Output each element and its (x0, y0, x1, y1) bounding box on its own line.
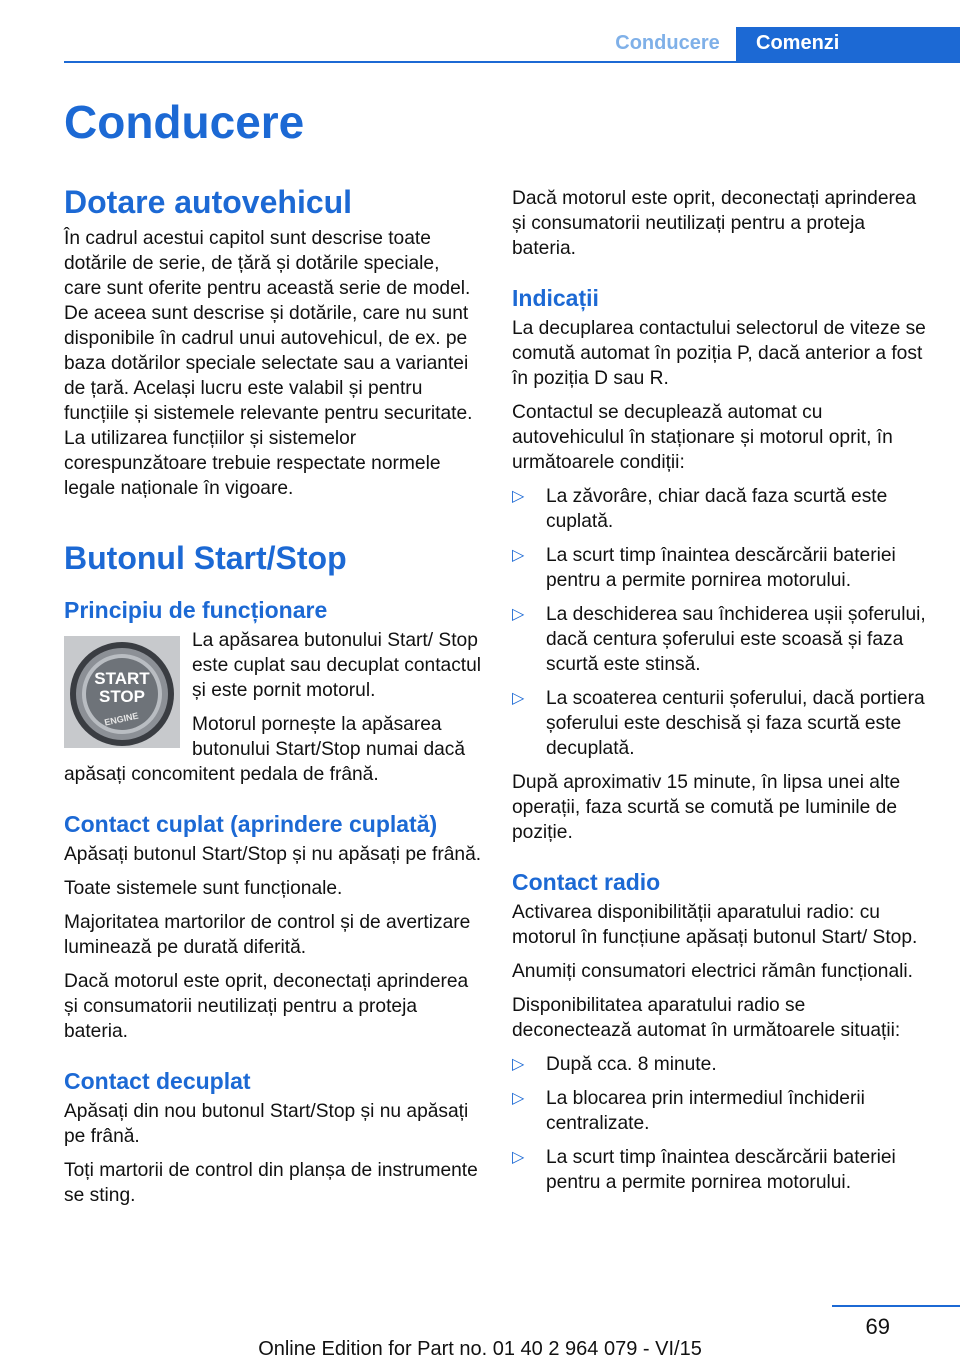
paragraph: Toate sistemele sunt funcționale. (64, 878, 343, 899)
list-item: ▷ La scurt timp înaintea descărcării bateriei pentru a permite pornirea motorului. (512, 1147, 896, 1193)
list-item: ▷ La scurt timp înaintea descărcării bateriei pentru a permite pornirea motorului. (512, 545, 896, 591)
paragraph: Dacă motorul este oprit, deconectați aprinderea și consumatorii neutilizați pentru a proteja bateria. (64, 971, 469, 1042)
paragraph: Anumiți consumatori electrici rămân funcționali. (512, 961, 913, 982)
button-text-start: START (94, 669, 150, 688)
header-rule (64, 61, 960, 63)
page-number: 69 (865, 1314, 890, 1339)
subsection-title-contact-cuplat: Contact cuplat (aprindere cuplată) (64, 811, 438, 837)
paragraph: Apăsați din nou butonul Start/Stop și nu apăsați pe frână. (64, 1101, 469, 1147)
footer-rule (832, 1305, 960, 1307)
bullet-triangle-icon: ▷ (512, 1090, 525, 1107)
subsection-title-contact-decuplat: Contact decuplat (64, 1068, 251, 1094)
bullet-triangle-icon: ▷ (512, 488, 525, 505)
bullet-triangle-icon: ▷ (512, 547, 525, 564)
bullet-triangle-icon: ▷ (512, 606, 525, 623)
button-text-engine: ENGINE (103, 710, 140, 728)
paragraph: Activarea disponibilității aparatului radio: cu motorul în funcțiune apăsați butonul Start/ Stop. (512, 902, 918, 948)
paragraph: Contactul se decuplează automat cu autovehiculul în staționare și motorul oprit, în următoarele condiții: (512, 402, 893, 473)
paragraph: Apăsați butonul Start/Stop și nu apăsați pe frână. (64, 844, 482, 865)
list-item: ▷ La deschiderea sau închiderea ușii șoferului, dacă centura șoferului este scoasă și faza scurtă este stinsă. (512, 604, 926, 675)
paragraph: Disponibilitatea aparatului radio se deconectează automat în următoarele situații: (512, 995, 901, 1041)
subsection-title-principiu: Principiu de funcționare (64, 597, 328, 623)
chapter-title: Conducere (64, 96, 305, 148)
header-chapter-tab[interactable]: Comenzi (736, 27, 960, 61)
button-text-stop: STOP (99, 687, 145, 706)
section-title-dotare: Dotare autovehicul (64, 184, 353, 220)
start-stop-button-image (64, 636, 180, 748)
bullet-triangle-icon: ▷ (512, 1056, 525, 1073)
left-column (64, 184, 482, 1217)
paragraph: După aproximativ 15 minute, în lipsa unei alte operații, faza scurtă se comută pe luminile de poziție. (512, 772, 901, 843)
edition-footer: Online Edition for Part no. 01 40 2 964 079 - VI/15 (258, 1338, 702, 1360)
bullet-triangle-icon: ▷ (512, 1149, 525, 1166)
paragraph: Motorul pornește la apăsarea butonului Start/Stop numai dacă apăsați concomitent pedala de frână. (64, 714, 466, 785)
header-section-tab[interactable]: Conducere (615, 32, 720, 54)
paragraph: Dacă motorul este oprit, deconectați aprinderea și consumatorii neutilizați pentru a proteja bateria. (512, 188, 917, 259)
bullet-triangle-icon: ▷ (512, 690, 525, 707)
conditions-list (512, 484, 930, 761)
list-item: ▷ La blocarea prin intermediul închiderii centralizate. (512, 1088, 865, 1134)
list-item: ▷ După cca. 8 minute. (512, 1054, 717, 1075)
paragraph: Majoritatea martorilor de control și de avertizare luminează pe durată diferită. (64, 912, 471, 958)
paragraph: La decuplarea contactului selectorul de viteze se comută automat în poziția P, dacă anterior a fost în poziția D sau R. (512, 318, 926, 389)
subsection-title-contact-radio: Contact radio (512, 869, 661, 895)
section-title-start-stop: Butonul Start/Stop (64, 540, 347, 576)
paragraph: La apăsarea butonului Start/ Stop este cuplat sau decuplat contactul și este pornit motorul. (192, 630, 482, 701)
subsection-title-indicatii: Indicații (512, 285, 599, 311)
paragraph: În cadrul acestui capitol sunt descrise toate dotările de serie, de țără și dotările speciale, care sunt oferite pentru această serie de model. De aceea sunt descrise și dotările, care nu sunt disponibile în cadrul unui autovehicul, de ex. pe baza dotărilor speciale selectate sau a variantei de țară. Același lucru este valabil și pentru funcțiile și sistemele relevante pentru securitate. La utilizarea funcțiilor și sistemelor corespunzătoare trebuie respectate normele legale naționale în vigoare. (64, 228, 473, 499)
paragraph: Toți martorii de control din planșa de instrumente se sting. (64, 1160, 478, 1206)
radio-situations-list (512, 1052, 930, 1195)
list-item: ▷ La zăvorâre, chiar dacă faza scurtă este cuplată. (512, 486, 888, 532)
list-item: ▷ La scoaterea centurii șoferului, dacă portiera șoferului este deschisă și faza scurtă este decuplată. (512, 688, 925, 759)
right-column (512, 186, 930, 1204)
